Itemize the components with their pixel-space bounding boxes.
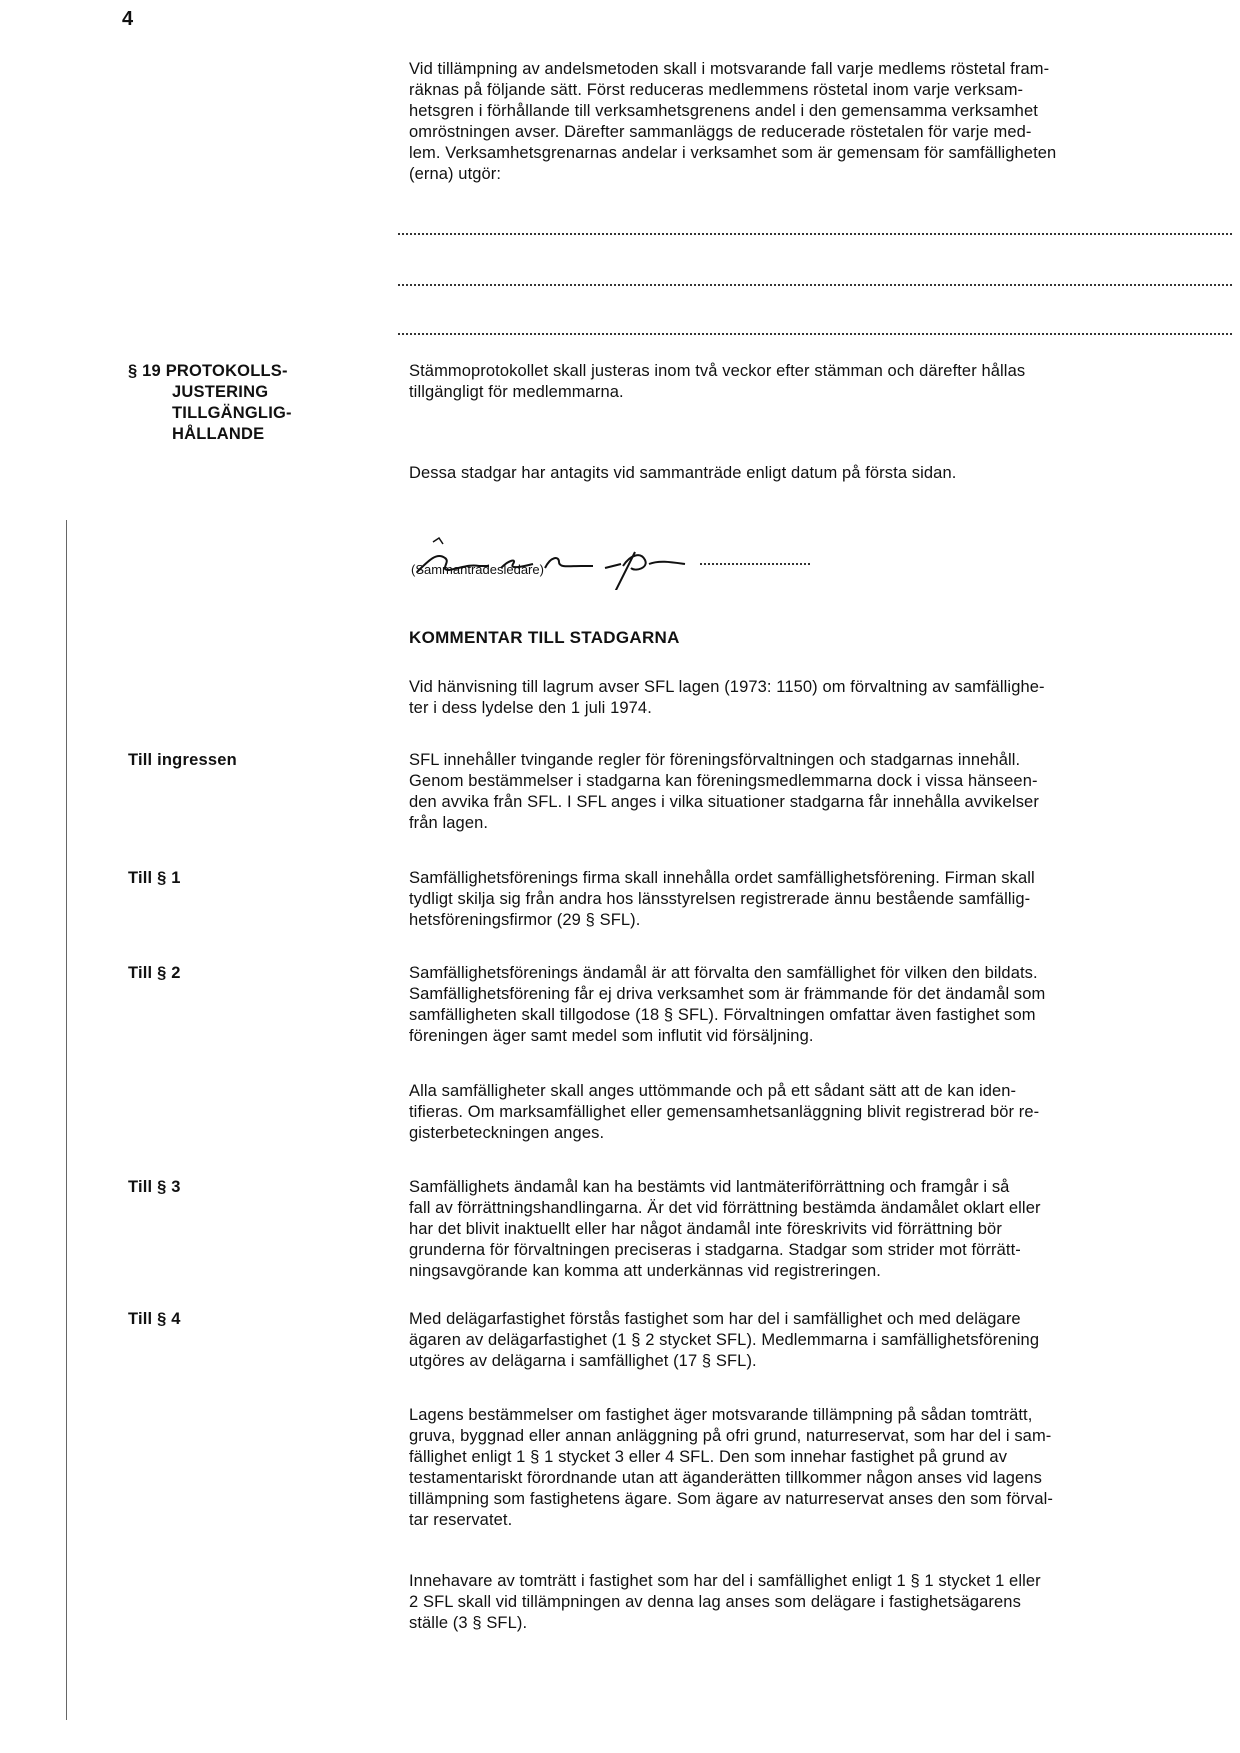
intro-line: räknas på följande sätt. Först reduceras medlemmens röstetal inom varje verksam-	[409, 81, 1024, 99]
comment-line: fall av förrättningshandlingarna. Är det vid förrättning bestämda ändamålet oklart eller	[409, 1199, 1041, 1217]
comment-line: gruva, byggnad eller annan anläggning på ofri grund, naturreservat, som har del i sam-	[409, 1427, 1052, 1445]
comment-3-text	[409, 1177, 1217, 1282]
comment-2-text	[409, 963, 1217, 1047]
comment-line: ägaren av delägarfastighet (1 § 2 stycket SFL). Medlemmarna i samfällighetsförening	[409, 1331, 1040, 1349]
comment-line: SFL innehåller tvingande regler för föreningsförvaltningen och stadgarnas innehåll.	[409, 751, 1021, 769]
comment-line: tifieras. Om marksamfällighet eller gemensamhetsanläggning blivit registrerad bör re-	[409, 1103, 1040, 1121]
comment-4-extra-text	[409, 1405, 1217, 1531]
comment-line: ställe (3 § SFL).	[409, 1614, 528, 1632]
comment-line: samfälligheten skall tillgodose (18 § SFL). Förvaltningen omfattar även fastighet som	[409, 1006, 1036, 1024]
comment-line: gisterbeteckningen anges.	[409, 1124, 605, 1142]
comment-line: föreningen äger samt medel som influtit vid försäljning.	[409, 1027, 814, 1045]
comment-line: Samfällighets ändamål kan ha bestämts vid lantmäteriförrättning och framgår i så	[409, 1178, 1010, 1196]
commentary-intro-line: ter i dess lydelse den 1 juli 1974.	[409, 699, 652, 717]
comment-line: Samfällighetsförenings firma skall innehålla ordet samfällighetsförening. Firman skall	[409, 869, 1035, 887]
section-19-label	[128, 361, 292, 445]
comment-line: grunderna för förvaltningen preciseras i stadgarna. Stadgar som strider mot förrätt-	[409, 1241, 1021, 1259]
fill-in-line-2	[398, 284, 1232, 286]
comment-line: hetsföreningsfirmor (29 § SFL).	[409, 911, 641, 929]
intro-line: (erna) utgör:	[409, 165, 502, 183]
comment-4-extra-text-2	[409, 1571, 1217, 1634]
intro-paragraph	[409, 59, 1217, 185]
commentary-heading: KOMMENTAR TILL STADGARNA	[409, 628, 680, 647]
comment-line: Samfällighetsförening får ej driva verksamhet som är främmande för det ändamål som	[409, 985, 1046, 1003]
intro-line: lem. Verksamhetsgrenarnas andelar i verksamhet som är gemensam för samfälligheten	[409, 144, 1057, 162]
signature-line	[700, 563, 810, 565]
comment-1-text	[409, 868, 1217, 931]
section-19-line: tillgängligt för medlemmarna.	[409, 383, 624, 401]
handwritten-signature	[409, 530, 719, 590]
comment-line: tar reservatet.	[409, 1511, 513, 1529]
comment-label: Till § 3	[128, 1178, 181, 1196]
section-19-label-line: HÅLLANDE	[172, 425, 265, 443]
signature-caption: (Sammanträdesledare)	[411, 562, 544, 577]
comment-line: Innehavare av tomträtt i fastighet som har del i samfällighet enligt 1 § 1 stycket 1 eller	[409, 1572, 1041, 1590]
intro-line: hetsgren i förhållande till verksamhetsgrenens andel i den gemensamma verksamhet	[409, 102, 1038, 120]
section-19-label-line: § 19 PROTOKOLLS-	[128, 362, 288, 380]
comment-label: Till ingressen	[128, 751, 237, 769]
intro-line: omröstningen avser. Därefter sammanläggs de reducerade röstetalen för varje med-	[409, 123, 1032, 141]
comment-line: ningsavgörande kan komma att underkännas vid registreringen.	[409, 1262, 881, 1280]
fill-in-line-1	[398, 233, 1232, 235]
comment-line: Genom bestämmelser i stadgarna kan föreningsmedlemmarna dock i vissa hänseen-	[409, 772, 1038, 790]
section-19-label-line: TILLGÄNGLIG-	[172, 404, 292, 422]
comment-line: Alla samfälligheter skall anges uttömmande och på ett sådant sätt att de kan iden-	[409, 1082, 1017, 1100]
comment-2-extra-text	[409, 1081, 1217, 1144]
comment-line: från lagen.	[409, 814, 489, 832]
comment-label: Till § 4	[128, 1310, 181, 1328]
comment-line: tydligt skilja sig från andra hos länsstyrelsen registrerade ännu bestående samfällig-	[409, 890, 1031, 908]
comment-line: 2 SFL skall vid tillämpningen av denna lag anses som delägare i fastighetsägarens	[409, 1593, 1021, 1611]
comment-line: den avvika från SFL. I SFL anges i vilka situationer stadgarna får innehålla avvikelser	[409, 793, 1039, 811]
comment-line: testamentariskt förordnande utan att äganderätten tillkommer någon anses vid lagens	[409, 1469, 1042, 1487]
comment-line: fällighet enligt 1 § 1 stycket 3 eller 4 SFL. Den som innehar fastighet på grund av	[409, 1448, 1008, 1466]
adopted-statement: Dessa stadgar har antagits vid sammanträde enligt datum på första sidan.	[409, 464, 957, 482]
section-19-label-line: JUSTERING	[172, 383, 269, 401]
comment-line: Lagens bestämmelser om fastighet äger motsvarande tillämpning på sådan tomträtt,	[409, 1406, 1033, 1424]
intro-line: Vid tillämpning av andelsmetoden skall i motsvarande fall varje medlems röstetal fram-	[409, 60, 1050, 78]
fill-in-line-3	[398, 333, 1232, 335]
section-19-text	[409, 361, 1217, 403]
comment-line: tillämpning som fastighetens ägare. Som ägare av naturreservat anses den som förval-	[409, 1490, 1053, 1508]
comment-label: Till § 1	[128, 869, 181, 887]
comment-label: Till § 2	[128, 964, 181, 982]
comment-line: har det blivit inaktuellt eller har något ändamål inte föreskrivits vid förrättning bör	[409, 1220, 1002, 1238]
comment-4-text	[409, 1309, 1217, 1372]
section-19-line: Stämmoprotokollet skall justeras inom två veckor efter stämman och därefter hållas	[409, 362, 1026, 380]
commentary-intro-line: Vid hänvisning till lagrum avser SFL lagen (1973: 1150) om förvaltning av samfällighe-	[409, 678, 1045, 696]
scan-margin-line	[66, 520, 67, 1720]
comment-line: Samfällighetsförenings ändamål är att förvalta den samfällighet för vilken den bildats.	[409, 964, 1038, 982]
comment-line: utgöres av delägarna i samfällighet (17 § SFL).	[409, 1352, 757, 1370]
comment-line: Med delägarfastighet förstås fastighet som har del i samfällighet och med delägare	[409, 1310, 1021, 1328]
comment-ingress-text	[409, 750, 1217, 834]
commentary-intro	[409, 677, 1217, 719]
page-number: 4	[122, 8, 134, 30]
